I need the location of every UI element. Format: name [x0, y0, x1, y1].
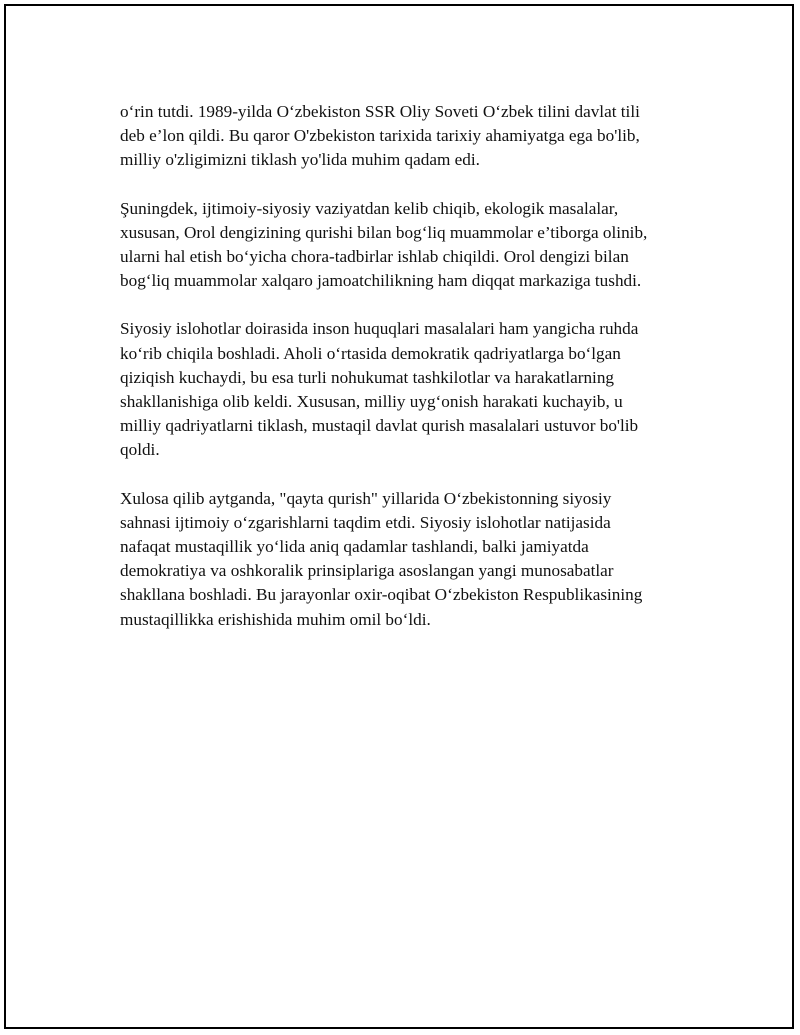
document-body — [120, 100, 710, 656]
text-line: milliy o'zligimizni tiklash yo'lida muhim qadam edi. — [120, 150, 480, 170]
text-line: deb e’lon qildi. Bu qaror O'zbekiston tarixida tarixiy ahamiyatga ega bo'lib, — [120, 126, 640, 146]
text-line: Xulosa qilib aytganda, "qayta qurish" yillarida O‘zbekistonning siyosiy — [120, 488, 612, 508]
text-line: Şuningdek, ijtimoiy-siyosiy vaziyatdan kelib chiqib, ekologik masalalar, — [120, 198, 619, 218]
text-line: xususan, Orol dengizining qurishi bilan bog‘liq muammolar e’tiborga olinib, — [120, 222, 648, 242]
text-line: sahnasi ijtimoiy o‘zgarishlarni taqdim etdi. Siyosiy islohotlar natijasida — [120, 512, 611, 532]
text-line: demokratiya va oshkoralik prinsiplariga asoslangan yangi munosabatlar — [120, 561, 614, 581]
text-line: qiziqish kuchaydi, bu esa turli nohukumat tashkilotlar va harakatlarning — [120, 367, 615, 387]
text-line: ko‘rib chiqila boshladi. Aholi o‘rtasida demokratik qadriyatlarga bo‘lgan — [120, 343, 621, 363]
text-line: bog‘liq muammolar xalqaro jamoatchilikning ham diqqat markaziga tushdi. — [120, 271, 642, 291]
page-frame — [4, 4, 794, 1029]
paragraph-2 — [120, 197, 710, 294]
text-line: qoldi. — [120, 440, 160, 460]
text-line: shakllana boshladi. Bu jarayonlar oxir-oqibat O‘zbekiston Respublikasining — [120, 585, 643, 605]
text-line: mustaqillikka erishishida muhim omil bo‘ldi. — [120, 609, 431, 629]
paragraph-1 — [120, 100, 710, 173]
text-line: ularni hal etish bo‘yicha chora-tadbirlar ishlab chiqildi. Orol dengizi bilan — [120, 247, 629, 267]
text-line: Siyosiy islohotlar doirasida inson huquqlari masalalari ham yangicha ruhda — [120, 319, 639, 339]
paragraph-4 — [120, 487, 710, 632]
paragraph-3 — [120, 317, 710, 462]
text-line: nafaqat mustaqillik yo‘lida aniq qadamlar tashlandi, balki jamiyatda — [120, 537, 589, 557]
text-line: shakllanishiga olib keldi. Xususan, milliy uyg‘onish harakati kuchayib, u — [120, 392, 623, 412]
text-line: o‘rin tutdi. 1989-yilda O‘zbekiston SSR Oliy Soveti O‘zbek tilini davlat tili — [120, 102, 640, 121]
text-line: milliy qadriyatlarni tiklash, mustaqil davlat qurish masalalari ustuvor bo'lib — [120, 416, 639, 436]
